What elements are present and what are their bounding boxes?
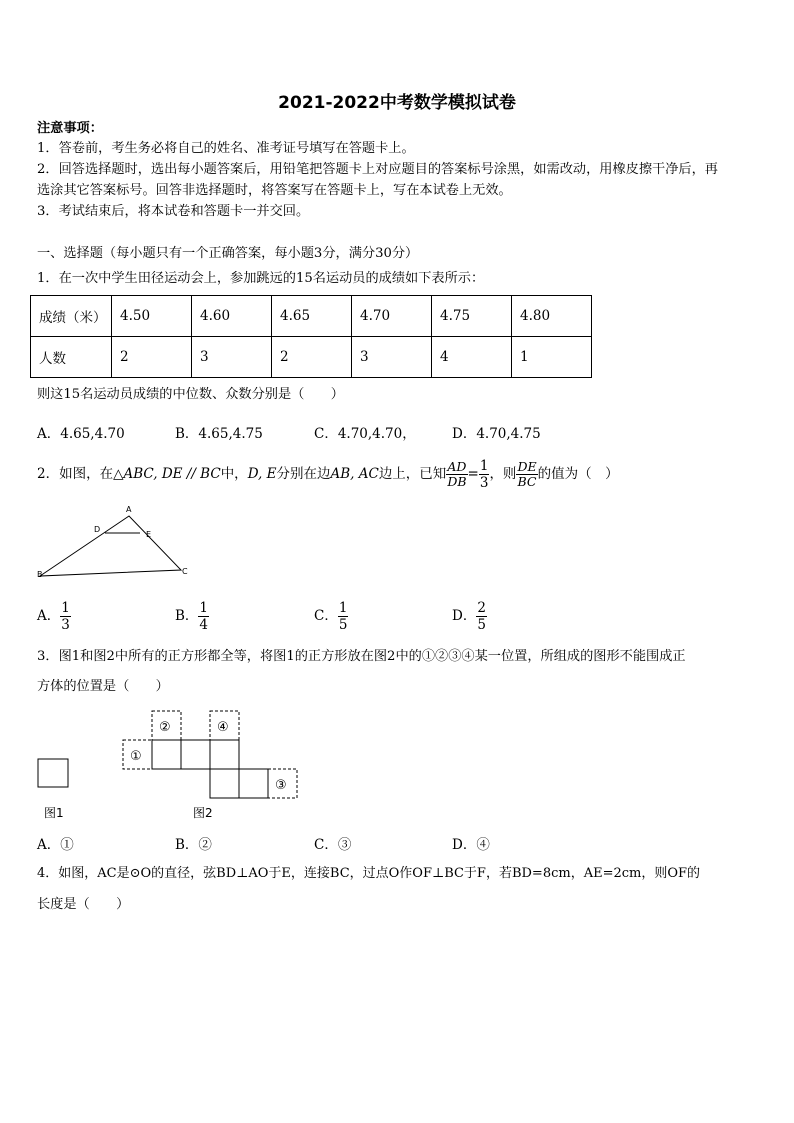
section-heading: 一、选择题（每小题只有一个正确答案，每小题3分，满分30分） xyxy=(37,246,419,261)
q4-line-1: 4．如图，AC是⊙O的直径，弦BD⊥AO于E，连接BC，过点O作OF⊥BC于F，若BD=8cm，AE=2cm，则OF的 xyxy=(37,866,701,881)
fig1-square xyxy=(38,759,68,787)
q1-option-a[interactable]: A．4.65,4.70 xyxy=(37,426,125,442)
position-2-label: ② xyxy=(159,720,171,735)
q3-option-c[interactable]: C．③ xyxy=(314,837,352,853)
option-label: D． xyxy=(452,608,477,624)
q2-stem-text: 分别在边 xyxy=(276,466,331,482)
option-label: B． xyxy=(175,608,199,624)
q2-stem-text: 中， xyxy=(220,466,248,482)
option-label: A． xyxy=(37,608,61,624)
table-cell: 4.70 xyxy=(352,296,432,337)
notice-item-1: 1．答卷前，考生务必将自己的姓名、准考证号填写在答题卡上。 xyxy=(37,141,415,156)
fraction-denominator: 5 xyxy=(477,617,486,633)
q4-line-2: 长度是（ ） xyxy=(37,897,130,912)
q3-option-b[interactable]: B．② xyxy=(175,837,212,853)
q3-option-d[interactable]: D．④ xyxy=(452,837,490,853)
net-square xyxy=(152,740,181,769)
fraction-numerator: 1 xyxy=(338,600,348,616)
position-3-label: ③ xyxy=(275,778,287,793)
fraction-denominator: 3 xyxy=(479,475,489,491)
fraction-numerator: 1 xyxy=(61,600,70,616)
q3-line-2: 方体的位置是（ ） xyxy=(37,679,169,694)
net-square xyxy=(210,740,239,769)
q1-option-d[interactable]: D．4.70,4.75 xyxy=(452,426,541,442)
fraction-numerator: AD xyxy=(447,459,467,474)
position-4-label: ④ xyxy=(217,720,229,735)
fraction-numerator: 1 xyxy=(479,458,489,474)
q1-stem: 1．在一次中学生田径运动会上，参加跳远的15名运动员的成绩如下表所示： xyxy=(37,271,485,286)
q2-stem-math: D, E xyxy=(247,466,277,482)
vertex-label-e: E xyxy=(146,530,152,539)
fraction-numerator: DE xyxy=(517,459,537,474)
fraction-denominator: DB xyxy=(447,474,467,489)
q3-option-a[interactable]: A．① xyxy=(37,837,74,853)
q2-stem-text: 边上，已知 xyxy=(378,466,447,482)
table-cell: 4.65 xyxy=(272,296,352,337)
q1-option-b[interactable]: B．4.65,4.75 xyxy=(175,426,263,442)
vertex-label-a: A xyxy=(126,505,132,514)
table-cell: 4.60 xyxy=(192,296,272,337)
table-cell: 4 xyxy=(432,337,512,378)
net-square xyxy=(210,769,239,798)
q2-stem-math: △ABC, DE // BC xyxy=(113,466,221,482)
notice-item-2: 2．回答选择题时，选出每小题答案后，用铅笔把答题卡上对应题目的答案标号涂黑，如需改动，用橡皮擦干净后，再 xyxy=(37,162,718,177)
fraction-denominator: 3 xyxy=(61,617,70,633)
table-cell: 2 xyxy=(272,337,352,378)
table-cell: 3 xyxy=(192,337,272,378)
vertex-label-c: C xyxy=(182,567,188,576)
fraction-numerator: 1 xyxy=(199,600,209,616)
fraction-denominator: 4 xyxy=(199,617,209,633)
notice-heading: 注意事项： xyxy=(37,121,103,136)
net-square xyxy=(239,769,268,798)
option-label: C． xyxy=(314,608,338,624)
table-cell: 1 xyxy=(512,337,592,378)
table-cell: 4.75 xyxy=(432,296,512,337)
q2-stem-text: 的值为（ ） xyxy=(537,466,619,482)
vertex-label-d: D xyxy=(94,525,101,534)
table-cell: 4.80 xyxy=(512,296,592,337)
q3-line-1: 3．图1和图2中所有的正方形都全等，将图1的正方形放在图2中的①②③④某一位置，所组成的图形不能围成正 xyxy=(37,649,686,664)
fraction-numerator: 2 xyxy=(477,600,486,616)
vertex-label-b: B xyxy=(37,570,43,579)
table-cell: 2 xyxy=(112,337,192,378)
table-cell: 3 xyxy=(352,337,432,378)
table-header-score: 成绩（米） xyxy=(31,296,112,337)
fraction-denominator: BC xyxy=(517,474,537,489)
net-square xyxy=(181,740,210,769)
fig2-label: 图2 xyxy=(193,806,213,820)
table-header-count: 人数 xyxy=(31,337,112,378)
notice-item-2-cont: 选涂其它答案标号。回答非选择题时，将答案写在答题卡上，写在本试卷上无效。 xyxy=(37,183,512,198)
q2-stem-text: 2．如图，在 xyxy=(37,466,114,482)
q2-stem-text: ，则 xyxy=(489,466,517,482)
notice-item-3: 3．考试结束后，将本试卷和答题卡一并交回。 xyxy=(37,204,310,219)
table-cell: 4.50 xyxy=(112,296,192,337)
page-title: 2021-2022中考数学模拟试卷 xyxy=(278,93,516,113)
q1-question: 则这15名运动员成绩的中位数、众数分别是（ ） xyxy=(37,387,344,402)
fraction-denominator: 5 xyxy=(338,617,348,633)
q2-stem-math: AB, AC xyxy=(330,466,379,482)
position-1-label: ① xyxy=(130,749,142,764)
q1-option-c[interactable]: C．4.70,4.70， xyxy=(314,426,416,442)
fig1-label: 图1 xyxy=(44,806,64,820)
q2-equals: = xyxy=(467,466,479,482)
